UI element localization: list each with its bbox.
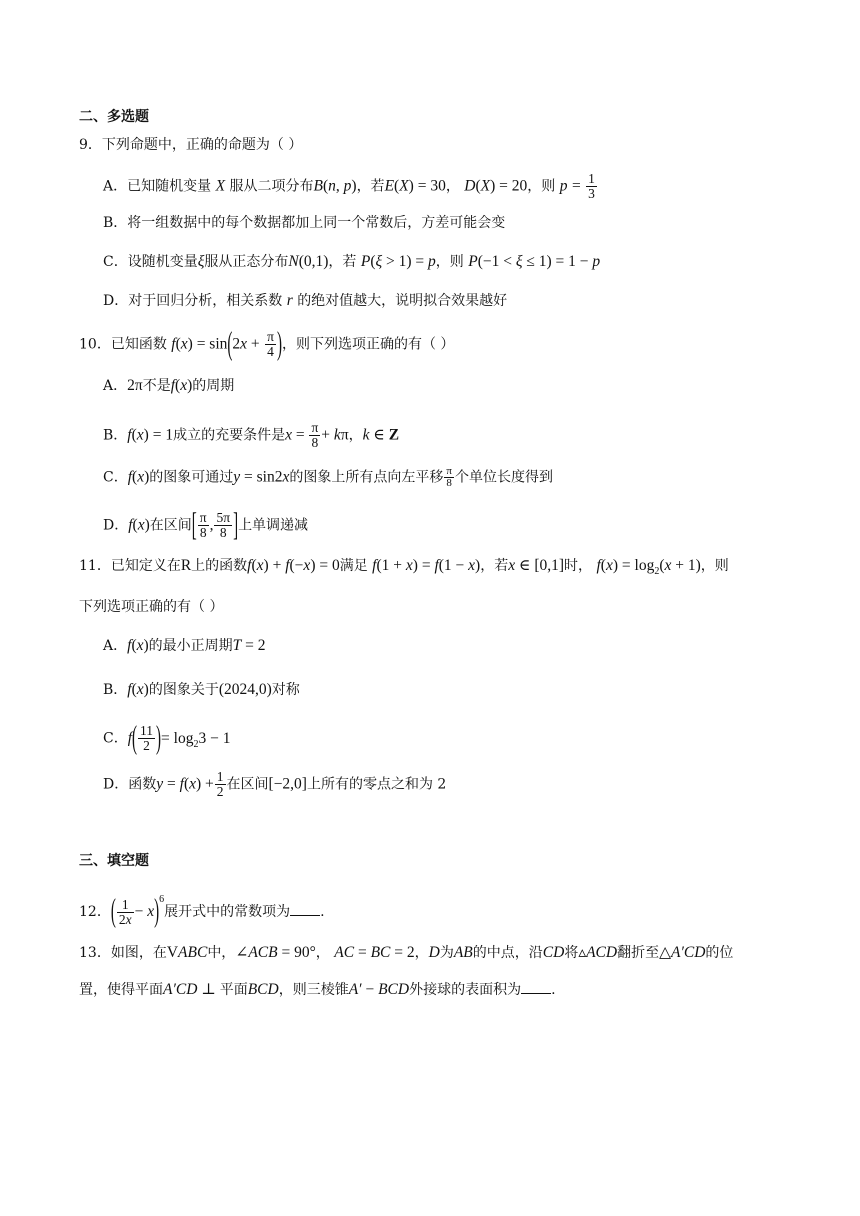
q11-option-b: B．f(x)的图象关于(2024,0)对称: [103, 681, 300, 698]
q11-option-d: D．函数y = f(x) + $\frac{1}{2}$ 在区间[−2,0]上所有的零点之和为 2: [103, 769, 447, 799]
q10-option-b: B．f(x) = 1成立的充要条件是x = $\frac{\pi}{8}$ + kπ，k ∈ Z: [103, 420, 400, 450]
question-12: 12．( $\frac{1}{2x}$ − x)$^6$展开式中的常数项为 .: [79, 894, 325, 930]
question-13-line2: 置，使得平面A′CD ⊥ 平面BCD，则三棱锥A′ − BCD外接球的表面积为 .: [79, 981, 556, 998]
q10-option-d: D．f(x)在区间[ $\frac{\pi}{8}$ , $\frac{5\pi}{8}$ ]上单调递减: [103, 507, 309, 544]
q10-option-a: A．2π不是f(x)的周期: [103, 377, 235, 394]
question-13-line1: 13．如图，在VABC中，∠ACB = 90°， AC = BC = 2，D为AB的中点，沿CD将▵ACD翻折至△A′CD的位: [79, 944, 734, 961]
question-9-stem: 9．下列命题中，正确的命题为（ ）: [79, 137, 303, 153]
question-11-stem-line1: 11．已知定义在R上的函数f(x) + f(−x) = 0满足 f(1 + x) = f(1 − x)，若x ∈ [0,1]时， $f(x) = \log_2(x + 1)$，则: [79, 557, 729, 578]
section-fill-blank-heading: 三、填空题: [79, 853, 149, 869]
question-11-stem-line2: 下列选项正确的有（ ）: [79, 599, 224, 615]
q9-option-a: A．已知随机变量 X 服从二项分布B(n, p)，若E(X) = 30， D(X) = 20，则 p = $\frac{1}{3}$: [103, 171, 595, 201]
section-multi-choice-heading: 二、多选题: [79, 109, 149, 125]
q9-option-b: B．将一组数据中的每个数据都加上同一个常数后，方差可能会变: [103, 215, 506, 231]
answer-blank[interactable]: [290, 901, 320, 916]
q10-option-c: C．f(x)的图象可通过y = sin2x的图象上所有点向左平移 $\frac{\pi}{8}$ 个单位长度得到: [103, 465, 553, 489]
q9-option-c: C．设随机变量ξ服从正态分布N(0,1)，若 P(ξ > 1) = p，则 P(−1 < ξ ≤ 1) = 1 − p: [103, 253, 601, 270]
q9-option-d: D．对于回归分析，相关系数 r 的绝对值越大，说明拟合效果越好: [103, 292, 508, 309]
q11-option-c: C．f( $\frac{11}{2}$ )= $\log_23 - 1$: [103, 720, 231, 757]
question-10-stem: 10．已知函数 f(x) = sin(2x + $\frac{\pi}{4}$ )，则下列选项正确的有（ ）: [79, 326, 455, 363]
q11-option-a: A．f(x)的最小正周期T = 2: [103, 637, 266, 654]
answer-blank[interactable]: [521, 979, 551, 994]
